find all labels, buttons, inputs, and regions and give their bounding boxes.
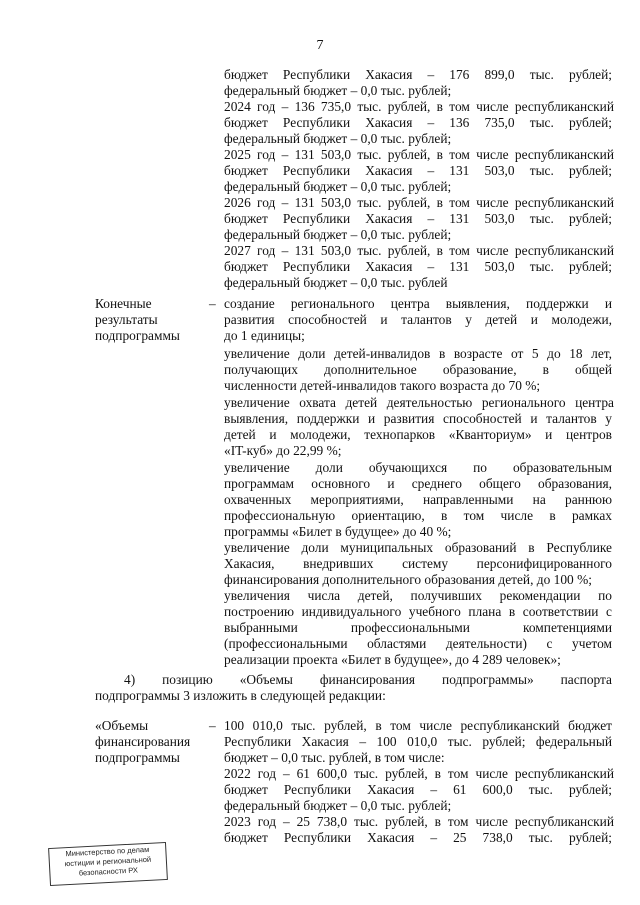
stamp-line: безопасности РХ — [78, 865, 139, 878]
text-line: 2027 год – 131 503,0 тыс. рублей, в том числе республиканский — [224, 243, 614, 258]
text-line: 4) позицию «Объемы финансирования подпрограммы» паспорта — [124, 672, 612, 687]
text-line: федеральный бюджет – 0,0 тыс. рублей — [224, 275, 448, 290]
text-line: выбранными профессиональными компетенциями — [224, 620, 612, 635]
text-line: программы «Билет в будущее» до 40 %; — [224, 524, 452, 539]
text-line: 2023 год – 25 738,0 тыс. рублей, в том числе республиканский — [224, 814, 614, 829]
text-line: бюджет Республики Хакасия – 131 503,0 тыс. рублей; — [224, 211, 612, 226]
text-line: создание регионального центра выявления, поддержки и — [224, 296, 612, 311]
stamp-line: Министерство по делам — [65, 844, 150, 859]
text-line: Республики Хакасия – 100 010,0 тыс. рублей; федеральный — [224, 734, 612, 749]
text-line: Хакасия, внедривших систему персонифицированного — [224, 556, 612, 571]
text-line: профессиональную ориентацию, в том числе в рамках — [224, 508, 612, 523]
stamp-line: юстиции и региональной — [64, 854, 152, 869]
text-line: получающих дополнительное образование, в общей — [224, 362, 612, 377]
text-line: увеличение доли муниципальных образований в Республике — [224, 540, 612, 555]
text-line: увеличение охвата детей деятельностью регионального центра — [224, 395, 614, 410]
text-line: финансирования дополнительного образования детей, до 100 %; — [224, 572, 592, 587]
text-line: реализации проекта «Билет в будущее», до 4 289 человек»; — [224, 652, 561, 667]
text-line: 2025 год – 131 503,0 тыс. рублей, в том числе республиканский — [224, 147, 614, 162]
text-line: программам основного и среднего общего образования, — [224, 476, 612, 491]
text-line: численности детей-инвалидов такого возраста до 70 %; — [224, 378, 541, 393]
results-dash: – — [209, 296, 216, 311]
text-line: федеральный бюджет – 0,0 тыс. рублей; — [224, 179, 452, 194]
text-line: 2026 год – 131 503,0 тыс. рублей, в том числе республиканский — [224, 195, 614, 210]
text-line: 100 010,0 тыс. рублей, в том числе республиканский бюджет — [224, 718, 612, 733]
results-label-line: подпрограммы — [95, 328, 180, 343]
text-line: подпрограммы 3 изложить в следующей редакции: — [95, 688, 386, 703]
text-line: федеральный бюджет – 0,0 тыс. рублей; — [224, 83, 452, 98]
text-line: увеличение доли детей-инвалидов в возрасте от 5 до 18 лет, — [224, 346, 612, 361]
text-line: бюджет Республики Хакасия – 61 600,0 тыс. рублей; — [224, 782, 612, 797]
text-line: (профессиональными областями деятельности) с учетом — [224, 636, 612, 651]
text-line: охваченных мероприятиями, направленными на раннюю — [224, 492, 612, 507]
text-line: бюджет Республики Хакасия – 136 735,0 тыс. рублей; — [224, 115, 612, 130]
text-line: бюджет – 0,0 тыс. рублей, в том числе: — [224, 750, 445, 765]
results-label-line: результаты — [95, 312, 158, 327]
text-line: «IT-куб» до 22,99 %; — [224, 443, 342, 458]
text-line: федеральный бюджет – 0,0 тыс. рублей; — [224, 798, 452, 813]
text-line: детей и молодежи, технопарков «Кванториум» и центров — [224, 427, 612, 442]
volumes-label-line: подпрограммы — [95, 750, 180, 765]
text-line: увеличение доли обучающихся по образовательным — [224, 460, 612, 475]
text-line: федеральный бюджет – 0,0 тыс. рублей; — [224, 227, 452, 242]
text-line: федеральный бюджет – 0,0 тыс. рублей; — [224, 131, 452, 146]
volumes-label-line: финансирования — [95, 734, 191, 749]
volumes-dash: – — [209, 718, 216, 733]
page-number: 7 — [316, 38, 324, 53]
text-line: увеличения числа детей, получивших рекомендации по — [224, 588, 612, 603]
text-line: бюджет Республики Хакасия – 176 899,0 тыс. рублей; — [224, 67, 612, 82]
volumes-label-line: «Объемы — [95, 718, 149, 733]
text-line: развития способностей и талантов у детей и молодежи, — [224, 312, 612, 327]
ministry-stamp — [48, 842, 168, 886]
text-line: выявления, поддержки и развития способностей и талантов у — [224, 411, 612, 426]
text-line: бюджет Республики Хакасия – 25 738,0 тыс. рублей; — [224, 830, 612, 845]
results-label-line: Конечные — [95, 296, 152, 311]
text-line: бюджет Республики Хакасия – 131 503,0 тыс. рублей; — [224, 259, 612, 274]
text-line: до 1 единицы; — [224, 328, 305, 343]
text-line: 2022 год – 61 600,0 тыс. рублей, в том числе республиканский — [224, 766, 614, 781]
text-line: построению индивидуального учебного плана в соответствии с — [224, 604, 612, 619]
text-line: бюджет Республики Хакасия – 131 503,0 тыс. рублей; — [224, 163, 612, 178]
text-line: 2024 год – 136 735,0 тыс. рублей, в том числе республиканский — [224, 99, 614, 114]
